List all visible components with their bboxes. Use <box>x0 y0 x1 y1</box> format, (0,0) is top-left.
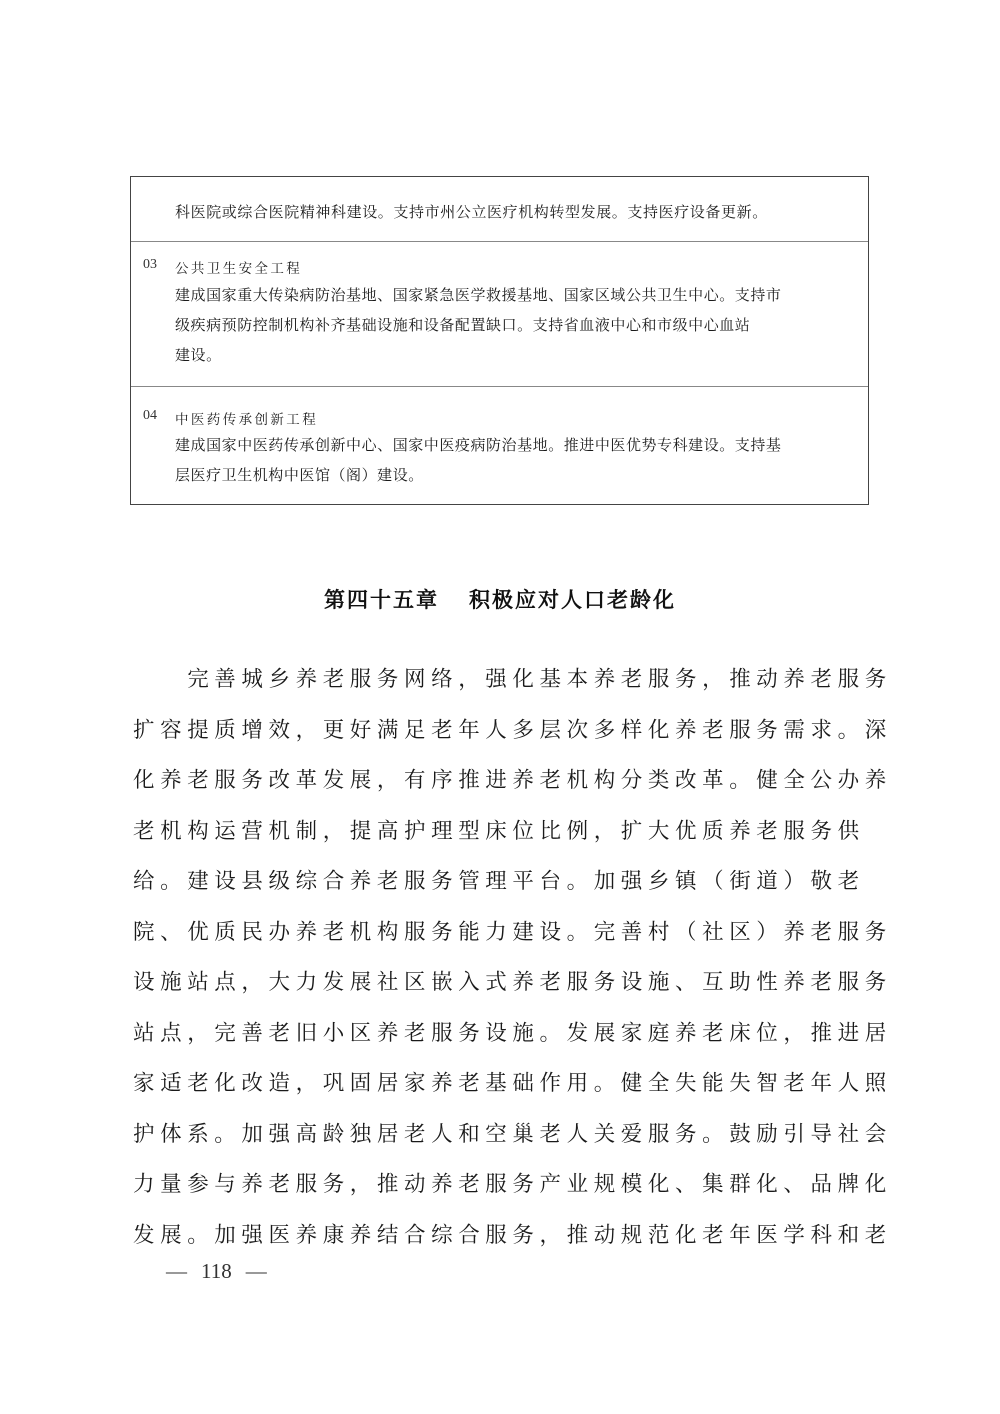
paragraph-line: 护体系。加强高龄独居老人和空巢老人关爱服务。鼓励引导社会 <box>133 1121 892 1147</box>
dash-right: — <box>245 1259 267 1283</box>
project-box-continuation <box>131 177 868 242</box>
section-title: 公共卫生安全工程 <box>175 261 303 277</box>
section-number: 03 <box>143 257 157 272</box>
paragraph-line: 老机构运营机制，提高护理型床位比例，扩大优质养老服务供 <box>133 818 865 844</box>
page-number-footer <box>152 1259 281 1284</box>
project-section-03 <box>131 242 868 387</box>
section-title: 中医药传承创新工程 <box>175 412 319 428</box>
section-body-line: 建成国家中医药传承创新中心、国家中医疫病防治基地。推进中医优势专科建设。支持基 <box>175 436 782 454</box>
paragraph-line: 给。建设县级综合养老服务管理平台。加强乡镇（街道）敬老 <box>133 869 865 894</box>
project-box <box>130 176 869 505</box>
paragraph-line: 力量参与养老服务，推动养老服务产业规模化、集群化、品牌化 <box>133 1172 892 1197</box>
body-paragraph <box>133 655 892 1261</box>
section-body-line: 级疾病预防控制机构补齐基础设施和设备配置缺口。支持省血液中心和市级中心血站 <box>175 316 751 334</box>
section-body-line: 建设。 <box>175 346 222 364</box>
paragraph-line: 发展。加强医养康养结合综合服务，推动规范化老年医学科和老 <box>133 1222 892 1248</box>
section-body <box>175 280 865 370</box>
chapter-title: 积极应对人口老龄化 <box>469 588 676 612</box>
chapter-number: 第四十五章 <box>324 588 439 612</box>
chapter-heading <box>0 584 1000 614</box>
paragraph-line: 扩容提质增效，更好满足老年人多层次多样化养老服务需求。深 <box>133 717 892 743</box>
paragraph-line: 化养老服务改革发展，有序推进养老机构分类改革。健全公办养 <box>133 768 892 793</box>
paragraph-line: 完善城乡养老服务网络，强化基本养老服务，推动养老服务 <box>133 667 892 692</box>
section-body-line: 层医疗卫生机构中医馆（阁）建设。 <box>175 466 424 484</box>
continuation-text: 科医院或综合医院精神科建设。支持市州公立医疗机构转型发展。支持医疗设备更新。 <box>175 203 768 221</box>
paragraph-line: 家适老化改造，巩固居家养老基础作用。健全失能失智老年人照 <box>133 1071 892 1096</box>
section-body-line: 建成国家重大传染病防治基地、国家紧急医学救援基地、国家区域公共卫生中心。支持市 <box>175 286 782 304</box>
page-number: 118 <box>201 1259 232 1283</box>
section-body <box>175 430 865 490</box>
paragraph-line: 设施站点，大力发展社区嵌入式养老服务设施、互助性养老服务 <box>133 970 892 995</box>
project-section-04 <box>131 388 868 504</box>
dash-left: — <box>166 1259 187 1283</box>
paragraph-line: 站点，完善老旧小区养老服务设施。发展家庭养老床位，推进居 <box>133 1020 892 1046</box>
paragraph-line: 院、优质民办养老机构服务能力建设。完善村（社区）养老服务 <box>133 919 892 945</box>
section-number: 04 <box>143 408 157 423</box>
